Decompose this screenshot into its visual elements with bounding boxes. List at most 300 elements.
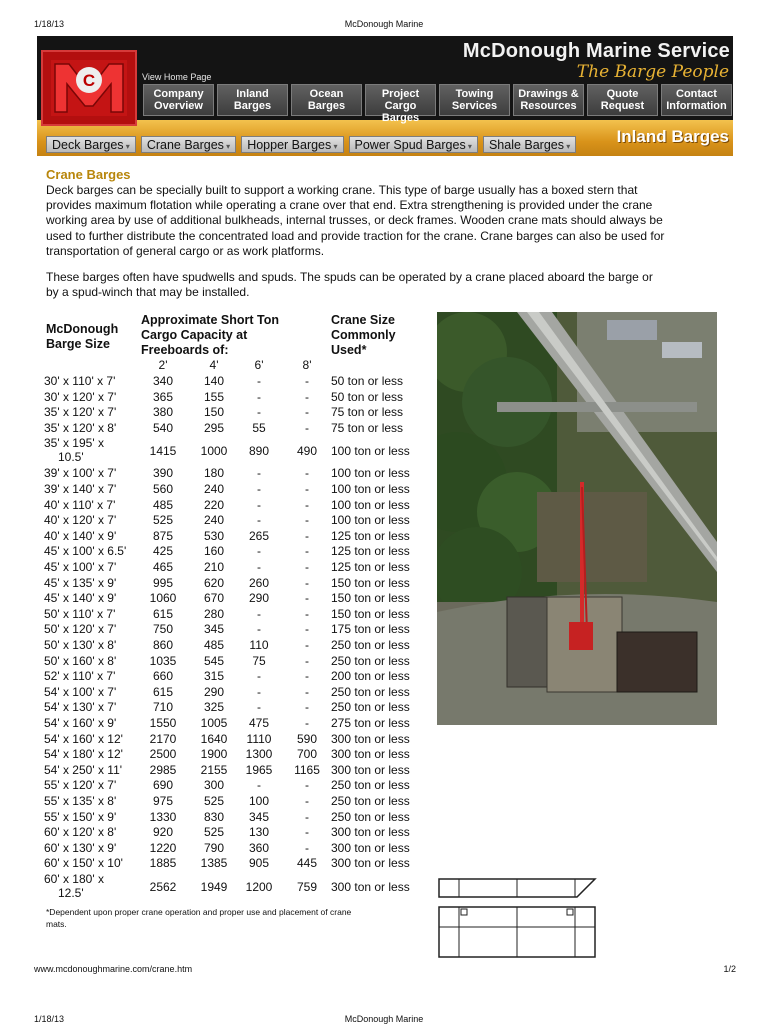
capacity-value: 390 <box>152 466 174 481</box>
crane-size: 300 ton or less <box>331 880 410 894</box>
barge-size-text: 39' x 140' x 7' <box>44 482 117 496</box>
page-heading: Crane Barges <box>46 167 131 182</box>
tab-shale-barges[interactable]: Shale Barges ▾ <box>483 136 576 153</box>
capacity-value: 1060 <box>149 591 177 606</box>
capacity-value: 490 <box>296 444 318 459</box>
capacity-value: - <box>257 466 261 481</box>
barge-size-text: 35' x 120' x 7' <box>44 405 117 420</box>
capacity-value: - <box>305 389 309 404</box>
capacity-value: 280 <box>203 606 225 621</box>
spud-line: by a spud-winch that may be installed. <box>46 285 250 300</box>
table-row <box>44 700 429 716</box>
table-row <box>44 513 429 529</box>
crane-size: 100 ton or less <box>331 466 410 481</box>
section-title: Inland Barges <box>616 127 729 146</box>
barge-size-text: 60' x 180' x <box>44 872 104 886</box>
capacity-value: 295 <box>203 420 225 435</box>
table-row <box>44 872 429 901</box>
capacity-value: 790 <box>203 840 225 855</box>
spud-line: These barges often have spudwells and spuds. The spuds can be operated by a crane placed aboard the barge or <box>46 270 653 284</box>
barge-size <box>44 856 140 870</box>
barge-type-tabs <box>46 136 576 153</box>
barge-size <box>44 794 140 808</box>
table-row <box>44 529 429 545</box>
capacity-value: - <box>305 575 309 590</box>
capacity-value: - <box>257 669 261 684</box>
barge-size-text: 55' x 120' x 7' <box>44 778 117 793</box>
capacity-value: 1035 <box>149 653 177 668</box>
capacity-value: 290 <box>248 591 270 606</box>
capacity-value: 315 <box>203 669 225 684</box>
capacity-value: - <box>257 778 261 793</box>
capacity-value: - <box>305 840 309 855</box>
svg-text:C: C <box>82 71 96 90</box>
table-row <box>44 622 429 638</box>
crane-barge-photo <box>437 312 717 725</box>
table-row <box>44 591 429 607</box>
capacity-value: 545 <box>203 653 225 668</box>
barge-size <box>44 436 140 464</box>
capacity-value: 340 <box>152 374 174 388</box>
barge-size-text: 30' x 110' x 7' <box>44 374 116 388</box>
col2-header-line: Approximate Short Ton <box>141 313 279 327</box>
capacity-value: - <box>305 700 309 715</box>
capacity-value: - <box>305 809 309 824</box>
capacity-value: 975 <box>152 794 174 808</box>
capacity-value: 525 <box>152 513 174 528</box>
crane-size: 300 ton or less <box>331 762 410 777</box>
nav-label-1: Contact <box>676 88 717 100</box>
table-row <box>44 436 429 465</box>
capacity-value: - <box>257 622 261 637</box>
capacity-value: 325 <box>203 700 225 715</box>
capacity-value: 1640 <box>200 731 228 746</box>
barge-size <box>44 763 140 777</box>
intro-line: Deck barges can be specially built to support a working crane. This type of barge usually has a boxed stern that <box>46 183 638 197</box>
print-header-next <box>0 1014 768 1024</box>
table-row <box>44 778 429 794</box>
crane-size: 250 ton or less <box>331 778 410 793</box>
table-row <box>44 669 429 685</box>
capacity-value: 55 <box>252 420 266 435</box>
freeboard-header: 8' <box>302 358 312 372</box>
col2-header-line: Freeboards of: <box>141 343 229 357</box>
capacity-value: - <box>257 497 261 512</box>
table-row <box>44 482 429 498</box>
nav-button[interactable] <box>217 84 288 116</box>
barge-size <box>44 654 140 668</box>
crane-size: 50 ton or less <box>331 389 404 404</box>
logo-glyph <box>51 60 127 116</box>
crane-size: 75 ton or less <box>331 420 404 435</box>
capacity-value: 2155 <box>200 762 228 777</box>
capacity-value: - <box>305 778 309 793</box>
freeboard-header: 6' <box>254 358 264 372</box>
capacity-value: - <box>305 669 309 684</box>
barge-size <box>44 732 140 746</box>
barge-size <box>44 421 140 435</box>
table-row <box>44 390 429 406</box>
capacity-value: - <box>305 606 309 621</box>
capacity-value: 180 <box>203 466 225 481</box>
crane-size: 100 ton or less <box>331 444 410 459</box>
capacity-value: 220 <box>203 497 225 512</box>
crane-size: 50 ton or less <box>331 374 404 388</box>
capacity-value: 710 <box>152 700 174 715</box>
capacity-value: - <box>257 482 261 496</box>
crane-size: 75 ton or less <box>331 405 404 420</box>
crane-size: 250 ton or less <box>331 653 410 668</box>
col3-header-line: Used* <box>331 343 367 357</box>
capacity-value: 750 <box>152 622 174 637</box>
barge-size-text: 54' x 250' x 11' <box>44 762 123 777</box>
table-row <box>44 810 429 826</box>
capacity-value: 1330 <box>149 809 177 824</box>
barge-size <box>44 405 140 419</box>
capacity-value: 100 <box>248 794 270 808</box>
capacity-value: 485 <box>203 638 225 652</box>
freeboard-header: 4' <box>209 358 219 372</box>
table-row <box>44 560 429 576</box>
capacity-value: 590 <box>296 731 318 746</box>
table-row <box>44 544 429 560</box>
capacity-value: - <box>305 513 309 528</box>
nav-button[interactable] <box>291 84 362 116</box>
capacity-value: 140 <box>203 374 225 388</box>
capacity-value: - <box>305 653 309 668</box>
tab-deck-barges[interactable]: Deck Barges ▾ <box>46 136 136 153</box>
crane-size: 300 ton or less <box>331 856 410 871</box>
barge-size <box>44 560 140 574</box>
capacity-value: - <box>257 544 261 559</box>
capacity-value: 875 <box>152 528 174 543</box>
capacity-value: - <box>257 700 261 715</box>
capacity-value: - <box>305 544 309 559</box>
barge-size-text: 50' x 110' x 7' <box>44 606 116 621</box>
barge-size-text: 50' x 130' x 8' <box>44 638 117 652</box>
nav-label-2: Services <box>451 100 498 112</box>
capacity-value: 1200 <box>245 880 273 894</box>
capacity-value: 759 <box>296 880 318 894</box>
crane-size: 250 ton or less <box>331 684 410 699</box>
capacity-value: 530 <box>203 528 225 543</box>
capacity-value: 830 <box>203 809 225 824</box>
nav-label-1: Towing <box>455 88 494 100</box>
capacity-value: 1300 <box>245 747 273 762</box>
crane-size: 100 ton or less <box>331 497 410 512</box>
print-header <box>0 19 768 31</box>
nav-label-2: Barges <box>233 100 272 112</box>
capacity-value: - <box>305 528 309 543</box>
footnote <box>46 906 406 930</box>
crane-size: 150 ton or less <box>331 591 410 606</box>
barge-size-text: 55' x 150' x 9' <box>44 809 117 824</box>
capacity-value: - <box>257 513 261 528</box>
capacity-value: 890 <box>248 444 270 459</box>
barge-drawing <box>437 877 599 959</box>
crane-size: 300 ton or less <box>331 825 410 840</box>
barge-size-text: 54' x 160' x 9' <box>44 716 117 730</box>
print-footer <box>0 964 768 976</box>
print-title: McDonough Marine <box>344 19 424 29</box>
crane-size: 200 ton or less <box>331 669 410 684</box>
view-home-link[interactable]: View Home Page <box>142 72 212 82</box>
table-row <box>44 825 429 841</box>
capacity-value: 345 <box>203 622 225 637</box>
capacity-value: 2985 <box>149 762 177 777</box>
intro-line: transportation of general cargo or as work platforms. <box>46 243 325 258</box>
capacity-value: 130 <box>248 825 270 840</box>
barge-size-text: 55' x 135' x 8' <box>44 794 117 808</box>
barge-size-text: 39' x 100' x 7' <box>44 466 117 481</box>
tab-crane-barges[interactable]: Crane Barges ▾ <box>141 136 236 153</box>
capacity-value: - <box>305 482 309 496</box>
capacity-value: 995 <box>152 575 174 590</box>
capacity-value: - <box>305 794 309 808</box>
capacity-value: 365 <box>152 389 174 404</box>
barge-size <box>44 513 140 527</box>
nav-label-2: Resources <box>520 100 577 112</box>
nav-button[interactable] <box>661 84 732 116</box>
barge-size <box>44 669 140 683</box>
barge-size <box>44 466 140 480</box>
table-row <box>44 856 429 872</box>
capacity-value: 700 <box>296 747 318 762</box>
nav-label-1: Drawings & <box>518 88 579 100</box>
capacity-value: 2170 <box>149 731 177 746</box>
crane-size: 175 ton or less <box>331 622 410 637</box>
mcm-logo[interactable] <box>41 50 137 126</box>
capacity-value: - <box>305 405 309 420</box>
capacity-value: 300 <box>203 778 225 793</box>
capacity-value: - <box>257 606 261 621</box>
nav-button[interactable] <box>143 84 214 116</box>
barge-size <box>44 747 140 761</box>
crane-size: 125 ton or less <box>331 560 410 574</box>
nav-label-2: Information <box>666 100 727 112</box>
capacity-value: 1385 <box>200 856 228 871</box>
nav-label-1: Inland <box>236 88 269 100</box>
barge-size <box>44 685 140 699</box>
print-date-next: 1/18/13 <box>34 1014 65 1024</box>
barge-size <box>44 622 140 636</box>
table-row <box>44 638 429 654</box>
capacity-value: - <box>305 560 309 574</box>
table-row <box>44 421 429 437</box>
nav-label-1: Quote <box>606 88 639 100</box>
freeboard-header: 2' <box>158 358 168 372</box>
col-header-crane-size <box>331 313 396 358</box>
capacity-value: 860 <box>152 638 174 652</box>
col1-header-line: McDonough <box>46 322 119 336</box>
capacity-value: 615 <box>152 606 174 621</box>
crane-size: 150 ton or less <box>331 606 410 621</box>
capacity-value: 525 <box>203 794 225 808</box>
capacity-value: 260 <box>248 575 270 590</box>
barge-size-text: 54' x 100' x 7' <box>44 684 117 699</box>
col3-header-line: Commonly <box>331 328 396 342</box>
capacity-value: - <box>305 716 309 730</box>
barge-size-text: 50' x 160' x 8' <box>44 653 117 668</box>
crane-size: 100 ton or less <box>331 482 410 496</box>
capacity-value: - <box>257 374 261 388</box>
capacity-value: 445 <box>296 856 318 871</box>
crane-size: 250 ton or less <box>331 794 410 808</box>
barge-size <box>44 529 140 543</box>
barge-size-text: 52' x 110' x 7' <box>44 669 116 684</box>
crane-size: 125 ton or less <box>331 528 410 543</box>
table-row <box>44 732 429 748</box>
barge-size-text: 40' x 120' x 7' <box>44 513 117 528</box>
intro-line: provides maximum flotation while operating a crane over that end. Extra strengthening is provided under the crane <box>46 198 653 213</box>
col2-header-line: Cargo Capacity at <box>141 328 248 342</box>
capacity-value: 1000 <box>200 444 228 459</box>
footnote-line: *Dependent upon proper crane operation and proper use and placement of crane <box>46 907 352 917</box>
intro-line: used to further distribute the concentrated load and provide traction for the crane. Crane barges can also be used for <box>46 228 665 243</box>
page-number: 1/2 <box>723 964 736 974</box>
main-nav <box>143 84 732 124</box>
barge-size-text: 45' x 140' x 9' <box>44 591 117 606</box>
barge-size <box>44 482 140 496</box>
brand-title: McDonough Marine Service <box>462 40 730 62</box>
table-row <box>44 654 429 670</box>
col3-header-line: Crane Size <box>331 313 395 327</box>
tab-power-spud-barges[interactable]: Power Spud Barges ▾ <box>349 136 478 153</box>
barge-size-text: 30' x 120' x 7' <box>44 389 117 404</box>
print-date: 1/18/13 <box>34 19 65 29</box>
table-row <box>44 685 429 701</box>
barge-size-text: 45' x 100' x 7' <box>44 560 117 574</box>
capacity-value: 1220 <box>149 840 177 855</box>
barge-size-text: 54' x 160' x 12' <box>44 731 123 746</box>
table-row <box>44 498 429 514</box>
table-row <box>44 466 429 482</box>
capacity-value: 345 <box>248 809 270 824</box>
col1-header-line: Barge Size <box>46 337 110 351</box>
crane-size: 250 ton or less <box>331 809 410 824</box>
capacity-value: 1165 <box>294 762 320 777</box>
nav-button[interactable] <box>439 84 510 116</box>
capacity-value: 240 <box>203 482 225 496</box>
barge-size <box>44 716 140 730</box>
table-row <box>44 747 429 763</box>
barge-size-text: 45' x 135' x 9' <box>44 575 117 590</box>
barge-size <box>44 700 140 714</box>
nav-label-1: Project Cargo <box>381 88 420 112</box>
capacity-value: - <box>305 497 309 512</box>
capacity-value: - <box>305 420 309 435</box>
capacity-value: 475 <box>248 716 270 730</box>
capacity-value: 920 <box>152 825 174 840</box>
capacity-value: - <box>257 405 261 420</box>
barge-size-text: 40' x 110' x 7' <box>44 497 116 512</box>
crane-size: 100 ton or less <box>331 513 410 528</box>
capacity-value: 670 <box>203 591 225 606</box>
capacity-value: 1005 <box>200 716 228 730</box>
capacity-value: 380 <box>152 405 174 420</box>
logo-mark <box>51 60 127 116</box>
capacity-value: 1885 <box>149 856 177 871</box>
capacity-value: 540 <box>152 420 174 435</box>
capacity-value: 690 <box>152 778 174 793</box>
crane-size: 250 ton or less <box>331 638 410 652</box>
capacity-value: 2562 <box>149 880 177 894</box>
tab-hopper-barges[interactable]: Hopper Barges ▾ <box>241 136 343 153</box>
capacity-value: 75 <box>252 653 266 668</box>
site-banner <box>37 36 733 156</box>
nav-button[interactable] <box>587 84 658 116</box>
capacity-value: 615 <box>152 684 174 699</box>
capacity-value: 560 <box>152 482 174 496</box>
nav-button[interactable] <box>365 84 436 124</box>
capacity-value: - <box>305 684 309 699</box>
footnote-line: mats. <box>46 919 67 929</box>
nav-label-1: Ocean <box>309 88 344 100</box>
intro-line: working area by use of additional bulkheads, internal trusses, or deck frames. Wooden crane mats should always be <box>46 213 663 228</box>
capacity-value: 265 <box>248 528 270 543</box>
capacity-value: - <box>305 591 309 606</box>
capacity-value: 150 <box>203 405 225 420</box>
capacity-value: 360 <box>248 840 270 855</box>
barge-size <box>44 778 140 792</box>
capacity-value: 240 <box>203 513 225 528</box>
capacity-value: 660 <box>152 669 174 684</box>
capacity-value: 290 <box>203 684 225 699</box>
barge-size-text: 50' x 120' x 7' <box>44 622 117 637</box>
capacity-value: 1965 <box>245 762 273 777</box>
capacity-value: - <box>257 684 261 699</box>
barge-size <box>44 576 140 590</box>
capacity-value: 1550 <box>149 716 177 730</box>
barge-size-text-2: 12.5' <box>58 886 84 900</box>
nav-label-2: Barges <box>381 112 420 124</box>
col-header-capacity <box>141 313 279 358</box>
table-row <box>44 374 429 390</box>
capacity-value: 210 <box>203 560 225 574</box>
page-url: www.mcdonoughmarine.com/crane.htm <box>34 964 193 974</box>
spud-paragraph <box>46 270 730 300</box>
barge-size-text: 60' x 150' x 10' <box>44 856 123 871</box>
table-row <box>44 794 429 810</box>
capacity-value: 620 <box>203 575 225 590</box>
barge-size-text: 35' x 120' x 8' <box>44 420 117 435</box>
crane-size: 300 ton or less <box>331 731 410 746</box>
table-row <box>44 576 429 592</box>
barge-size-text-2: 10.5' <box>58 450 84 465</box>
capacity-value: - <box>305 638 309 652</box>
capacity-value: - <box>305 825 309 840</box>
barge-size <box>44 810 140 824</box>
capacity-value: 905 <box>248 856 270 871</box>
table-row <box>44 763 429 779</box>
table-row <box>44 607 429 623</box>
brand-tagline: The Barge People <box>576 62 729 82</box>
nav-label-2: Request <box>600 100 645 112</box>
col-header-barge-size <box>46 322 118 352</box>
capacity-value: 485 <box>152 497 174 512</box>
barge-size <box>44 841 140 855</box>
capacity-value: - <box>257 389 261 404</box>
nav-label-2: Overview <box>154 100 203 112</box>
table-row <box>44 841 429 857</box>
nav-button[interactable] <box>513 84 584 116</box>
nav-label-2: Barges <box>307 100 346 112</box>
capacity-value: 110 <box>249 638 269 652</box>
capacity-value: - <box>305 466 309 481</box>
capacity-value: 160 <box>203 544 225 559</box>
capacity-value: - <box>305 374 309 388</box>
barge-size <box>44 544 140 558</box>
